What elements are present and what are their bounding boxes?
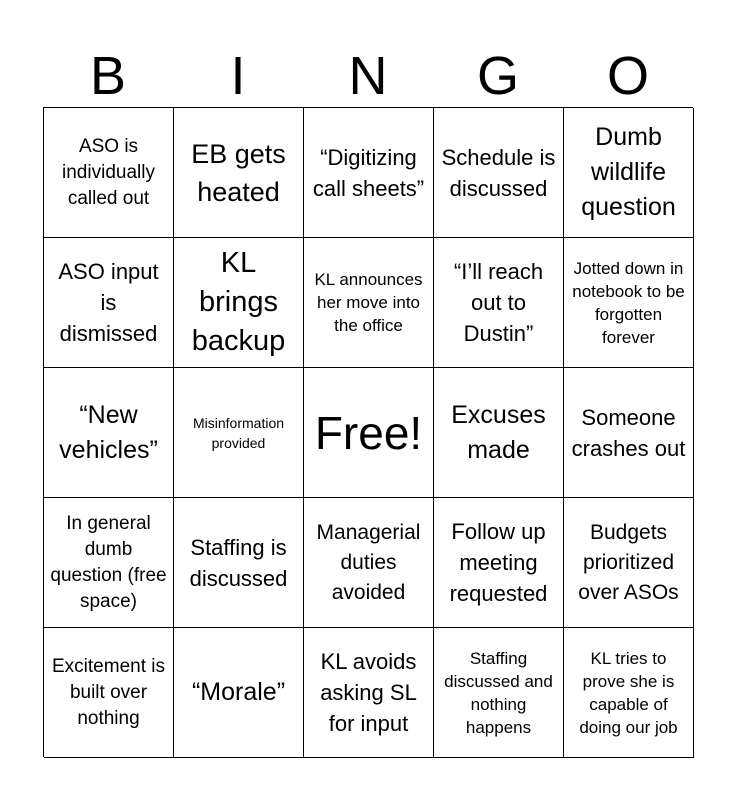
header-letter-b: B — [89, 46, 127, 106]
bingo-cell[interactable] — [174, 498, 304, 628]
free-space-cell[interactable] — [304, 368, 434, 498]
bingo-cell[interactable] — [434, 628, 564, 758]
cell-text: ASO input is dismissed — [58, 259, 159, 346]
bingo-cell[interactable] — [564, 368, 694, 498]
bingo-cell[interactable] — [44, 108, 174, 238]
bingo-cell[interactable] — [304, 108, 434, 238]
cell-text: Follow up meeting requested — [449, 519, 548, 606]
cell-text: Schedule is discussed — [441, 144, 556, 201]
bingo-cell[interactable] — [44, 368, 174, 498]
bingo-cell[interactable] — [564, 238, 694, 368]
bingo-cell[interactable] — [44, 238, 174, 368]
bingo-cell[interactable] — [174, 628, 304, 758]
cell-text: Misinformation provided — [192, 414, 285, 451]
cell-text: Managerial duties avoided — [316, 520, 421, 604]
header-letter-o: O — [606, 46, 649, 106]
bingo-cell[interactable] — [434, 238, 564, 368]
cell-text: KL announces her move into the office — [314, 270, 423, 335]
cell-text: Staffing is discussed — [189, 534, 288, 591]
cell-text: Excuses made — [451, 400, 546, 464]
header-letter-i: I — [230, 46, 246, 106]
cell-text: Someone crashes out — [571, 404, 686, 461]
free-space-label: Free! — [314, 406, 423, 459]
cell-text: Jotted down in notebook to be forgotten forever — [572, 258, 685, 347]
cell-text: Staffing discussed and nothing happens — [444, 648, 553, 737]
bingo-cell[interactable] — [304, 238, 434, 368]
header-letter-n: N — [348, 46, 388, 106]
cell-text: EB gets heated — [191, 138, 286, 207]
bingo-cell[interactable] — [564, 628, 694, 758]
cell-text: “Digitizing call sheets” — [312, 144, 425, 201]
bingo-grid — [43, 107, 693, 757]
bingo-cell[interactable] — [434, 498, 564, 628]
cell-text: Budgets prioritized over ASOs — [578, 520, 679, 604]
cell-text: Dumb wildlife question — [581, 123, 676, 221]
bingo-cell[interactable] — [44, 498, 174, 628]
cell-text: “New vehicles” — [59, 400, 158, 464]
cell-text: KL tries to prove she is capable of doing our job — [579, 648, 678, 737]
bingo-cell[interactable] — [564, 498, 694, 628]
cell-text: Excitement is built over nothing — [52, 655, 165, 729]
bingo-cell[interactable] — [304, 628, 434, 758]
bingo-cell[interactable] — [434, 108, 564, 238]
bingo-cell[interactable] — [564, 108, 694, 238]
cell-text: ASO is individually called out — [62, 135, 155, 209]
bingo-header — [43, 45, 693, 107]
cell-text: KL brings backup — [191, 247, 286, 357]
cell-text: KL avoids asking SL for input — [320, 649, 417, 736]
cell-text: In general dumb question (free space) — [50, 512, 167, 612]
cell-text: “I’ll reach out to Dustin” — [453, 259, 544, 346]
bingo-cell[interactable] — [44, 628, 174, 758]
cell-text: “Morale” — [191, 678, 286, 706]
bingo-cell[interactable] — [434, 368, 564, 498]
header-letter-g: G — [476, 46, 519, 106]
bingo-cell[interactable] — [174, 238, 304, 368]
bingo-cell[interactable] — [304, 498, 434, 628]
bingo-cell[interactable] — [174, 108, 304, 238]
bingo-cell[interactable] — [174, 368, 304, 498]
